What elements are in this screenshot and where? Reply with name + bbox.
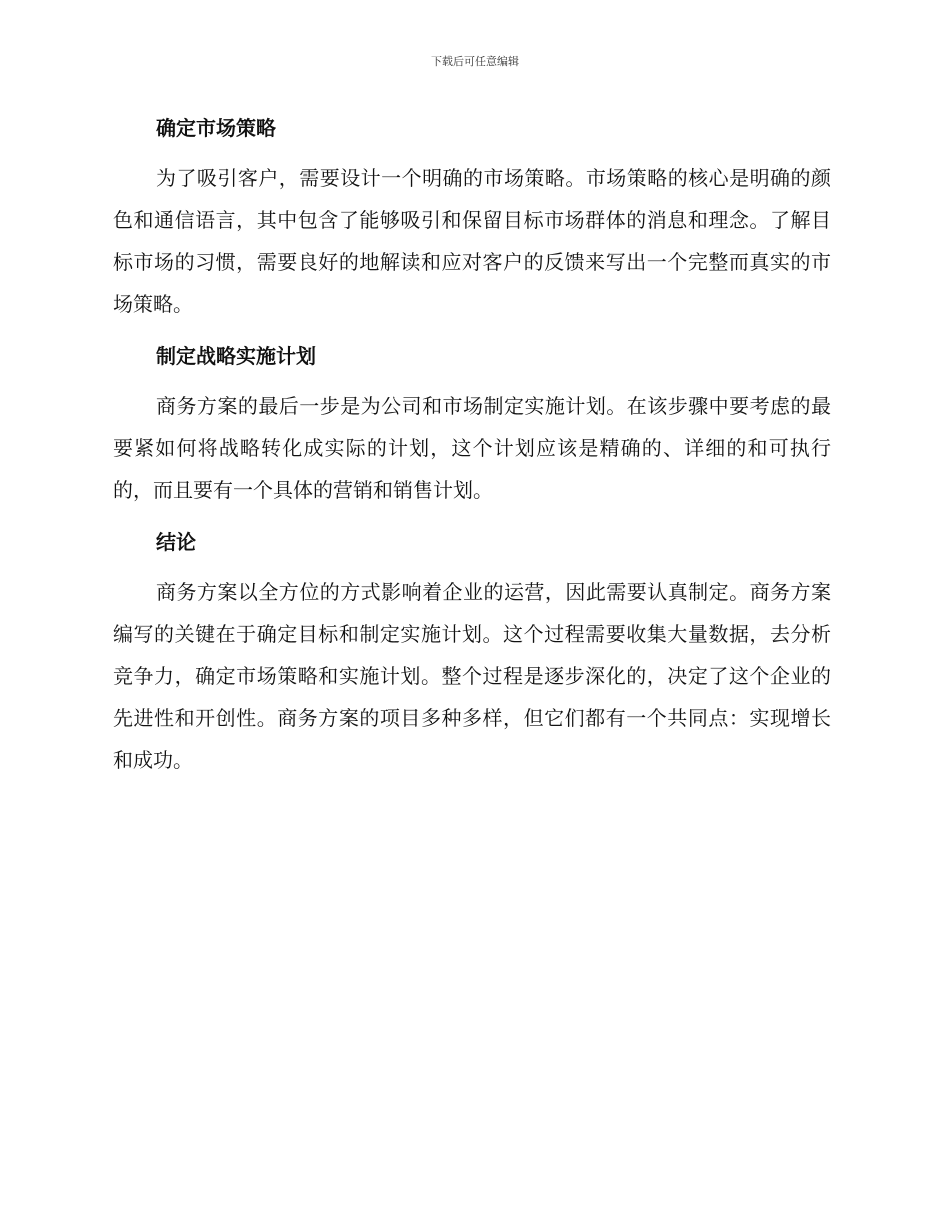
section-market-strategy (113, 108, 831, 325)
section-paragraph: 商务方案以全方位的方式影响着企业的运营，因此需要认真制定。商务方案编写的关键在于确定目标和制定实施计划。这个过程需要收集大量数据，去分析竞争力，确定市场策略和实施计划。整个过程是逐步深化的，决定了这个企业的先进性和开创性。商务方案的项目多种多样，但它们都有一个共同点：实现增长和成功。 (113, 580, 831, 772)
section-heading: 制定战略实施计划 (156, 344, 316, 368)
document-body (113, 108, 831, 792)
page-header: 下载后可任意编辑 (431, 55, 519, 68)
section-implementation-plan (113, 336, 831, 511)
section-paragraph: 商务方案的最后一步是为公司和市场制定实施计划。在该步骤中要考虑的最要紧如何将战略转化成实际的计划，这个计划应该是精确的、详细的和可执行的，而且要有一个具体的营销和销售计划。 (113, 394, 831, 502)
section-paragraph: 为了吸引客户，需要设计一个明确的市场策略。市场策略的核心是明确的颜色和通信语言，其中包含了能够吸引和保留目标市场群体的消息和理念。了解目标市场的习惯，需要良好的地解读和应对客户的反馈来写出一个完整而真实的市场策略。 (113, 166, 831, 316)
section-heading: 确定市场策略 (156, 116, 276, 140)
section-heading: 结论 (156, 530, 196, 554)
section-conclusion (113, 522, 831, 781)
